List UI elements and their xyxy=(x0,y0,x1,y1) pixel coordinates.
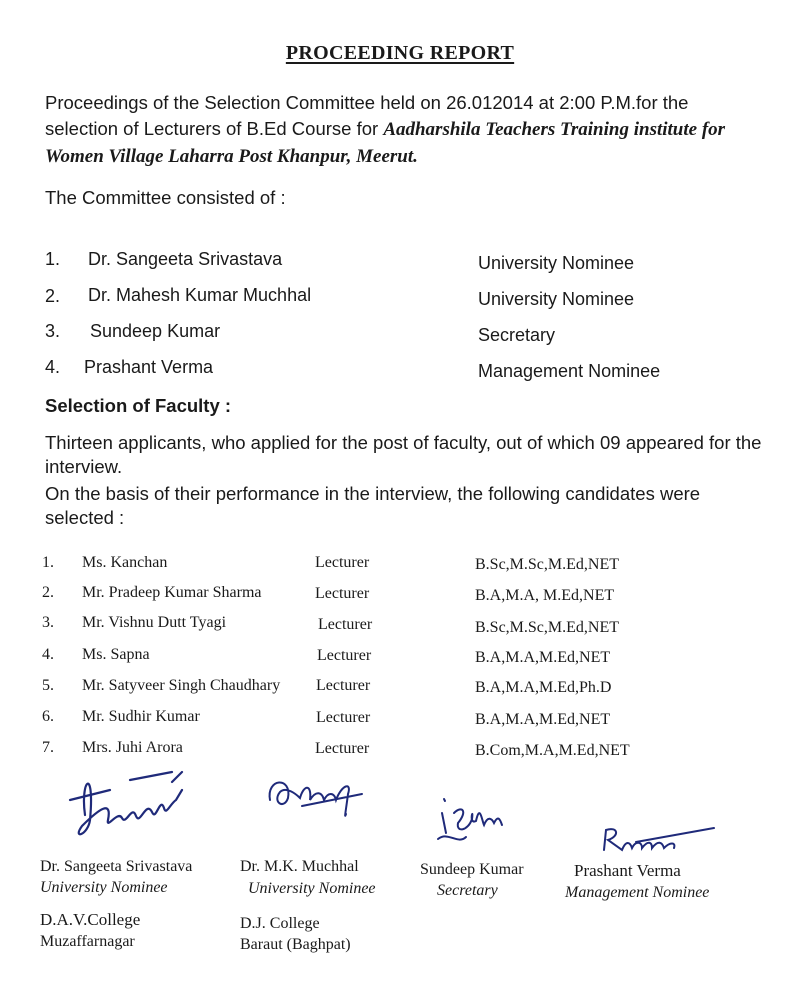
candidate-number: 4. xyxy=(42,646,54,663)
candidate-name: Ms. Sapna xyxy=(82,646,150,663)
candidate-post: Lecturer xyxy=(315,585,370,602)
committee-number: 4. xyxy=(45,357,61,377)
page-title: PROCEEDING REPORT xyxy=(285,42,515,64)
candidate-qualification: B.Sc,M.Sc,M.Ed,NET xyxy=(475,619,619,636)
candidate-qualification: B.Sc,M.Sc,M.Ed,NET xyxy=(475,556,619,573)
signatory-name: Prashant Verma xyxy=(574,861,681,880)
signatory-place: Baraut (Baghpat) xyxy=(240,936,351,953)
signatory-institution: D.J. College xyxy=(240,915,320,932)
committee-member-name: Dr. Sangeeta Srivastava xyxy=(88,249,283,269)
committee-member-role: University Nominee xyxy=(478,253,635,273)
intro-paragraph: Proceedings of the Selection Committee held on 26.012014 at 2:00 P.M.for the selection of Lecturers of B.Ed Course for Aadharshila Teachers Training institute for Women Village Laharra Post Khanpur, Meerut. xyxy=(45,92,726,167)
candidate-name: Mr. Sudhir Kumar xyxy=(82,708,200,725)
signatory-name: Dr. M.K. Muchhal xyxy=(240,858,359,875)
committee-member-role: Management Nominee xyxy=(478,361,661,381)
signatory-role: University Nominee xyxy=(40,879,168,896)
candidate-number: 6. xyxy=(42,708,54,725)
candidate-post: Lecturer xyxy=(315,740,370,757)
candidate-qualification: B.A,M.A, M.Ed,NET xyxy=(475,587,615,604)
signature-muchhal xyxy=(262,770,372,825)
candidate-post: Lecturer xyxy=(317,647,372,664)
applicants-paragraph: Thirteen applicants, who applied for the post of faculty, out of which 09 appeared for the interview. xyxy=(45,432,762,477)
signatory-role: University Nominee xyxy=(248,880,376,897)
candidate-name: Ms. Kanchan xyxy=(82,554,168,571)
selection-heading: Selection of Faculty : xyxy=(45,395,232,416)
committee-heading: The Committee consisted of : xyxy=(45,187,286,208)
candidate-post: Lecturer xyxy=(316,677,371,694)
signatory-name: Dr. Sangeeta Srivastava xyxy=(40,858,193,875)
signature-sundeep xyxy=(428,785,518,855)
candidate-name: Mr. Pradeep Kumar Sharma xyxy=(82,584,262,601)
candidate-qualification: B.A,M.A,M.Ed,NET xyxy=(475,649,611,666)
candidate-post: Lecturer xyxy=(315,554,370,571)
candidate-qualification: B.A,M.A,M.Ed,NET xyxy=(475,711,611,728)
committee-member-name: Prashant Verma xyxy=(84,357,214,377)
signatory-institution: D.A.V.College xyxy=(40,910,141,929)
candidate-name: Mr. Satyveer Singh Chaudhary xyxy=(82,677,281,694)
candidate-qualification: B.A,M.A,M.Ed,Ph.D xyxy=(475,679,612,696)
committee-member-name: Dr. Mahesh Kumar Muchhal xyxy=(88,285,312,305)
committee-member-name: Sundeep Kumar xyxy=(90,321,221,341)
signatory-place: Muzaffarnagar xyxy=(40,933,135,950)
committee-number: 2. xyxy=(45,286,61,306)
signatory-role: Secretary xyxy=(437,882,498,899)
signature-prashant xyxy=(596,820,726,865)
candidate-number: 1. xyxy=(42,554,54,571)
signatory-role: Management Nominee xyxy=(565,884,710,901)
candidate-qualification: B.Com,M.A,M.Ed,NET xyxy=(475,742,630,759)
candidate-post: Lecturer xyxy=(316,709,371,726)
candidate-number: 5. xyxy=(42,677,54,694)
signatory-name: Sundeep Kumar xyxy=(420,861,524,878)
candidate-name: Mrs. Juhi Arora xyxy=(82,739,183,756)
committee-member-role: Secretary xyxy=(478,325,556,345)
candidate-number: 3. xyxy=(42,614,54,631)
committee-number: 1. xyxy=(45,249,61,269)
committee-number: 3. xyxy=(45,321,61,341)
candidate-number: 7. xyxy=(42,739,54,756)
signature-sangeeta xyxy=(60,760,210,850)
candidate-name: Mr. Vishnu Dutt Tyagi xyxy=(82,614,227,631)
candidate-post: Lecturer xyxy=(318,616,373,633)
selection-paragraph: On the basis of their performance in the interview, the following candidates were selected : xyxy=(45,483,701,528)
candidate-number: 2. xyxy=(42,584,54,601)
committee-member-role: University Nominee xyxy=(478,289,635,309)
